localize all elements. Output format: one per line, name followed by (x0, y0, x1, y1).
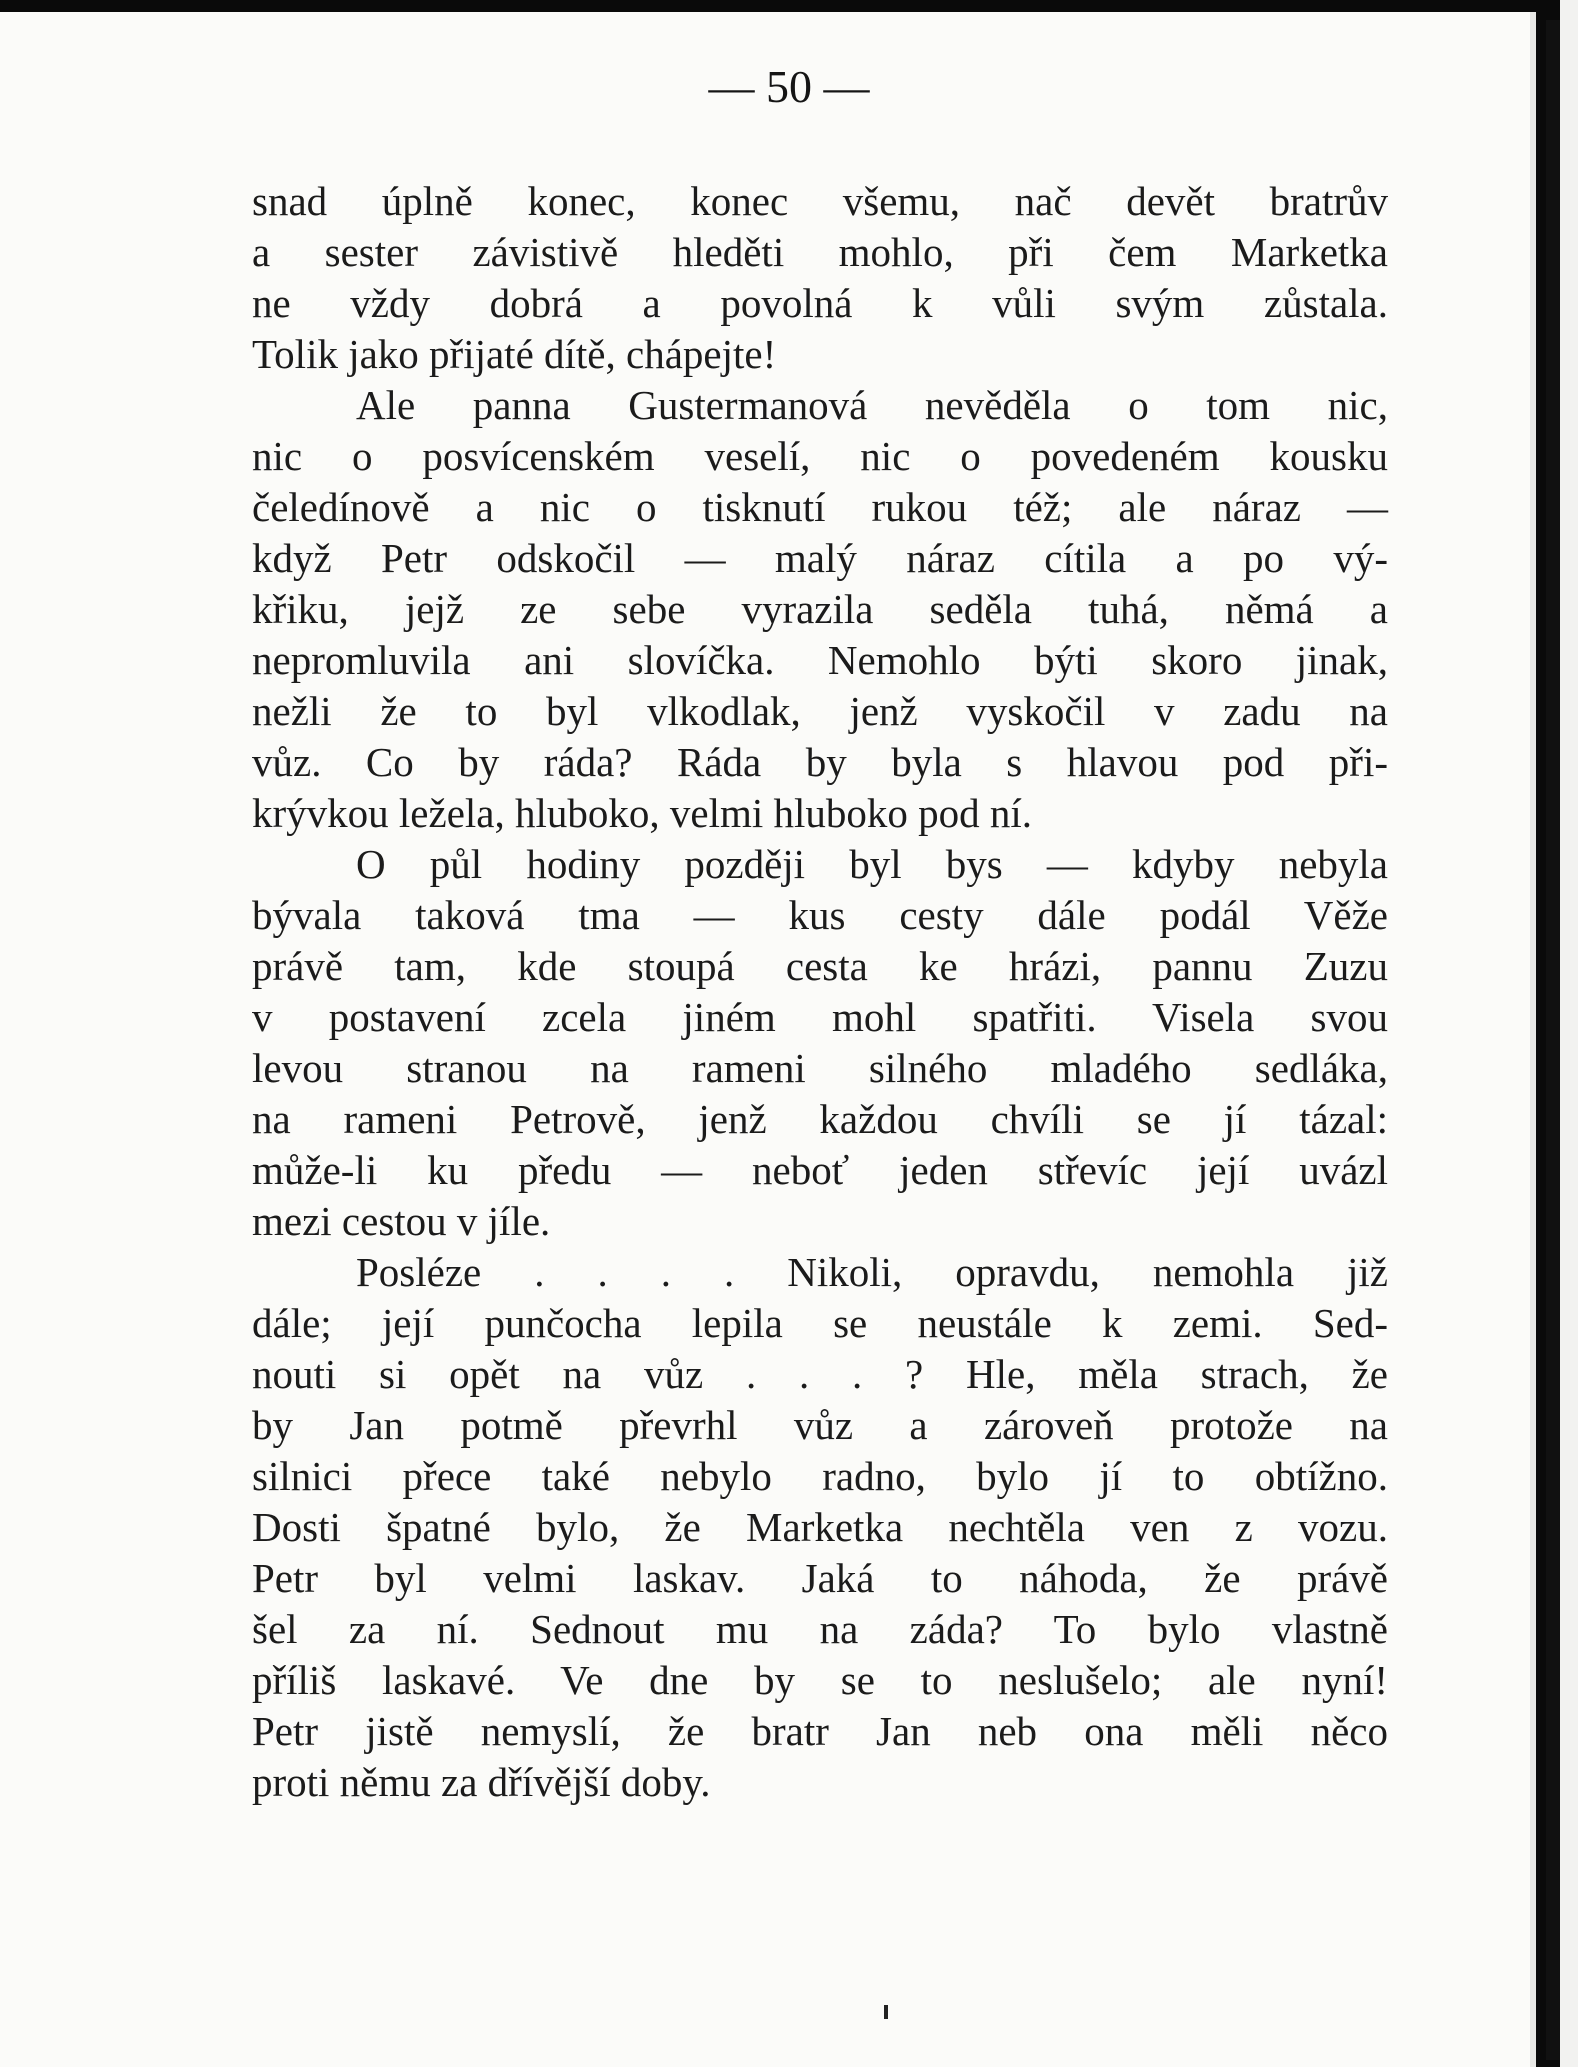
paragraph-first-line: Posléze . . . . Nikoli, opravdu, nemohla již (356, 1249, 1388, 1295)
text-line: Petr byl velmi laskav. Jaká to náhoda, že právě (252, 1555, 1388, 1601)
text-line: dále; její punčocha lepila se neustále k zemi. Sed- (252, 1300, 1388, 1346)
text-line: v postavení zcela jiném mohl spatřiti. Visela svou (252, 994, 1388, 1040)
page-number: — 50 — (708, 61, 870, 112)
paragraph-first-line: Ale panna Gustermanová nevěděla o tom nic, (356, 382, 1388, 428)
text-line: Dosti špatné bylo, že Marketka nechtěla ven z vozu. (252, 1504, 1388, 1550)
print-speck (884, 2005, 888, 2019)
text-line: čeledínově a nic o tisknutí rukou též; ale náraz — (252, 484, 1388, 530)
text-line: nepromluvila ani slovíčka. Nemohlo býti skoro jinak, (252, 637, 1388, 683)
text-line: by Jan potmě převrhl vůz a zároveň protože na (252, 1402, 1388, 1448)
text-line: levou stranou na rameni silného mladého sedláka, (252, 1045, 1388, 1091)
paragraph-first-line: O půl hodiny později byl bys — kdyby nebyla (356, 841, 1388, 887)
text-line: právě tam, kde stoupá cesta ke hrázi, pannu Zuzu (252, 943, 1388, 989)
text-line: krývkou ležela, hluboko, velmi hluboko pod ní. (252, 790, 1033, 836)
text-line: Petr jistě nemyslí, že bratr Jan neb ona měli něco (252, 1708, 1388, 1754)
text-line: křiku, jejž ze sebe vyrazila seděla tuhá, němá a (252, 586, 1388, 632)
text-line: nouti si opět na vůz . . . ? Hle, měla strach, že (252, 1351, 1388, 1397)
text-line: když Petr odskočil — malý náraz cítila a po vý- (252, 535, 1388, 581)
text-line: silnici přece také nebylo radno, bylo jí to obtížno. (252, 1453, 1388, 1499)
text-line: snad úplně konec, konec všemu, nač devět bratrův (252, 178, 1388, 224)
page-edge (1530, 12, 1536, 2067)
text-line: může-li ku předu — neboť jeden střevíc její uvázl (252, 1147, 1388, 1193)
text-line: a sester závistivě hleděti mohlo, při čem Marketka (252, 229, 1388, 275)
body-text (252, 176, 1388, 1808)
text-line: vůz. Co by ráda? Ráda by byla s hlavou pod při- (252, 739, 1388, 785)
text-line: příliš laskavé. Ve dne by se to neslušelo; ale nyní! (252, 1657, 1388, 1703)
text-line: nežli že to byl vlkodlak, jenž vyskočil v zadu na (252, 688, 1388, 734)
text-line: na rameni Petrově, jenž každou chvíli se jí tázal: (252, 1096, 1388, 1142)
text-line: ne vždy dobrá a povolná k vůli svým zůstala. (252, 280, 1388, 326)
text-line: bývala taková tma — kus cesty dále podál Věže (252, 892, 1388, 938)
scan-margin (1560, 0, 1578, 2067)
text-line: šel za ní. Sednout mu na záda? To bylo vlastně (252, 1606, 1388, 1652)
text-line: mezi cestou v jíle. (252, 1198, 551, 1244)
text-line: proti němu za dřívější doby. (252, 1759, 711, 1805)
text-line: Tolik jako přijaté dítě, chápejte! (252, 331, 777, 377)
text-line: nic o posvícenském veselí, nic o povedeném kousku (252, 433, 1388, 479)
binding-rule (1546, 20, 1560, 2060)
